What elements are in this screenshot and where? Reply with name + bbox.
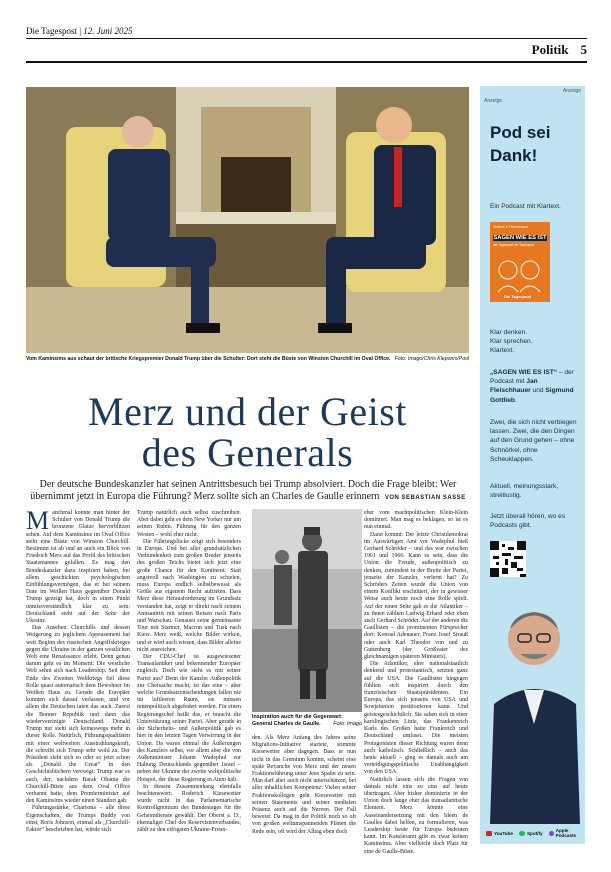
- apple-podcasts-icon: [549, 831, 554, 836]
- lead-photo: [26, 87, 469, 353]
- paper-name: Die Tagespost: [26, 26, 77, 36]
- section-rule: [26, 61, 587, 63]
- section-name: Politik: [531, 42, 569, 57]
- article-column-1: [26, 506, 130, 834]
- cover-title: SAGEN WIE ES IST: [493, 235, 547, 241]
- host-name: Jan Fleischhauer: [490, 378, 538, 395]
- teaser: [30, 479, 466, 504]
- ad-subtitle: Ein Podcast mit Klartext.: [490, 203, 561, 210]
- article-column-4: [364, 510, 468, 856]
- cover-desc: der Tagespost der Tagespost: [493, 243, 534, 247]
- youtube-icon: [486, 831, 492, 836]
- ad-title-line: Pod sei: [490, 123, 551, 142]
- desc-text: .: [514, 396, 517, 404]
- cover-footer: Die Tagespost: [504, 294, 532, 299]
- page-number: 5: [580, 42, 587, 57]
- spotify-logo[interactable]: [519, 831, 543, 836]
- de-gaulle-photo: [252, 509, 362, 712]
- apple-podcasts-logo[interactable]: [549, 828, 585, 838]
- teaser-text: Der deutsche Bundeskanzler hat seinen Antrittsbesuch bei Trump absolviert. Doch die Frage bleibt: Wer übernimmt jetzt in Europa die Führung? Merz sollte sich an Charles de Gaulle erinnern: [30, 479, 457, 502]
- paragraph: anchmal konnte man hinter der Schulter von Donald Trump die bronzene Glatze hervorblitzen sehen. Auf dem Kaminsims im Oval Office steht eine Büste von Winston Churchill. Bestimmt ist ab und an auch ein Blick von Friedrich Merz auf das Profil des britischen Staatsmannes gefallen. Es mag den Bundeskanzler dazu inspiriert haben, bei allem geschickten psychologischen Einfühlungsvermögen, das er bei seinem Date im Weißen Haus gegenüber Donald Trump gezeigt hat, doch in einen Punkt unmissverständlich klar zu sein: Deutschland steht auf der Seite der Ukraine.: [26, 510, 130, 625]
- paragraph: den. Als Merz Anfang des Jahres seine Migrations-Initiative startete, stimmte Kiesewetter aber dagegen. Dass er nun nicht in das Gremium kommt, scheint eine späte Revanche von Merz und der neuen Fraktionsführung unter Jens Spahn zu sein. Man darf aber auch nicht unterschätzen, bei aller inhaltlichen Kompetenz: Vielen seiner Fraktionskollegen geht Kiesewetter mit seinen Statements und seiner medialen Präsenz auch auf die Nerven. Der Fall beweist: Da mag in der Politik noch so oft von großen weltumspannenden Plänen die Rede sein, oft wird der Alltag eben doch: [252, 735, 356, 835]
- headline-line-2: des Generals: [141, 430, 354, 475]
- photo-credit: Foto: Imago/Chris Kleponis/Pool: [394, 356, 469, 362]
- host-portrait: [480, 594, 585, 824]
- headline-line-1: Merz und der Geist: [88, 389, 407, 434]
- photo-credit: Foto: Imago: [333, 721, 362, 727]
- cover-names: Gottlieb & Fleischhauer: [493, 225, 529, 229]
- section-header: [532, 42, 587, 58]
- logo-label: Spotify: [526, 830, 543, 836]
- paragraph: Das Ansehen Churchills und dessen Weigerung zu jeglichem Appeasement hat weit Beginn des russischen Angriffskrieges gegen die Ukraine in der ganzen westlichen Welt eine Renaissance erlebt. Denn genau darum geht es im Moment: Die westliche Welt sehnt sich nach Leadership. Seit dem Ende des Zweiten Weltkriegs fiel diese Rolle quasi automatisch dem Bewohner im Weißen Haus zu. Gerade die Europäer konnten sich darauf verlassen, und vor allem die Deutschen taten das auch. Zuerst die Bonner Republik und dann das wiedervereinigte Deutschland. Donald Trump nur sieht sich keineswegs mehr in dieser Rolle. Natürlich, Führungsqualitäten mit einer weltweiten Ausstrahlungskraft, die schreibt sich Trump sehr wohl zu. Der Präsident sieht sich so oder so jetzt schon als „Donald the Great“ in den Geschichtsbüchern verewigt. Trump war es auch, der, nachdem Barak Obama die Churchill-Büste aus dem Oval Office verbannt hatte, dem Premierminister auf den Kaminsims wieder einen Standort gab.: [26, 625, 130, 805]
- paragraph: Natürlich lassen sich die Fragen von damals nicht eins zu eins auf heute übertragen. Aber bisher dominierte in der Union doch lange eher das transatlantische Element. Merz könnte eine Auseinandersetzung mit den Ideen de Gaulles dabei helfen, zu formulieren, was Leadership heute für Europa bedeuten kann. Im Kanzleramt gibt es zwar keinen Kaminsims. Aber vielleicht doch Platz für eine de Gaulle-Büste.: [364, 776, 468, 855]
- paragraph: Trump natürlich auch selbst zuschreiben. Aber dabei geht es dem New Yorker nur um seinen Ruhm. Führung für den ganzen Westen – wohl eher nicht.: [137, 510, 241, 538]
- caption-text: Vom Kaminsims aus schaut der britische Kriegspremier Donald Trump über die Schulter: Dort steht die Büste von Winston Churchill im Oval Office.: [26, 356, 391, 362]
- paragraph: Dann kommt: Der letzte Christdemokrat im Auswärtigen Amt vor Wadephul hieß Gerhard Schröder – und das war zwischen 1961 und 1966. Kann es sein, dass die Union die Freude, außenpolitisch zu denken, zumindest in der Breite der Partei, jenseits der Kanzler, verlernt hat? Zu Schröders Zeiten wurde die Union von einem Konflikt erschüttert, der in gewisser Weise auch heute noch eine Rolle spielt. Auf der einen Seite gab es die Atlantiker – zu ihnen zählten Ludwig Erhard oder eben auch Gerhard Schröder. Auf der anderen die Gaullisten – die prominenten Fürsprecher dort: Konrad Adenauer, Franz Josef Strauß oder auch Karl Theodor von und zu Guttenberg (der Großvater des gleichnamigen späteren Ministers).: [364, 531, 468, 661]
- podcast-ad[interactable]: [480, 86, 585, 844]
- paragraph: Führungsstärke, Charisma – alle diese Eigenschaften, die Trumps Buddy von einst, Boris Johnson, einmal als „Churchill-Faktor“ beschrieben hat, würde sich: [26, 805, 130, 833]
- paragraph: In diesem Zusammenhang ebenfalls beachtenswert: Roderich Kiesewetter wurde nicht in das Parlamentarische Kontrollgremium des Bundestages für die Geheimdienste gewählt. Der Oberst a. D., ehemaliger Chef des Reservistenverbandes, zählt zu den eifrigsten Ukraine-Freun-: [137, 783, 241, 833]
- lead-photo-caption: [26, 356, 469, 363]
- paragraph: eher vom machtpolitischen Klein-Klein dominiert. Man mag es beklagen, so ist es nun einmal.: [364, 510, 468, 531]
- paragraph: Die Führungslücke zeigt sich besonders in Europa. Und bei aller grundsätzlichen Verbundenheit zum großen Bruder jenseits des großen Teichs bietet sich jetzt eine große Chance für den Kontinent. Statt angstvoll nach Washington zu schielen, muss Europa endlich selbstbewusst als Größe aus eigenem Recht auftreten. Dass Merz diese Herausforderung im Grundsatz verstanden hat, zeigt er direkt nach seinem Amtsantritt mit seinen Reisen nach Paris und Warschau. Genauso seine gemeinsame Tour mit Starmer, Macron und Tusk nach Kiew. Merz weiß, welche Bilder wirken, und er wird auch wissen, dass Bilder alleine nicht ausreichen.: [137, 538, 241, 653]
- caption-text: Inspiration auch für die Gegenwart: General Charles de Gaulle.: [252, 714, 343, 727]
- article-column-3: [252, 735, 356, 836]
- ad-description: [490, 368, 580, 405]
- ad-label: Anzeige: [484, 98, 503, 104]
- platform-logos[interactable]: [486, 828, 585, 838]
- youtube-logo[interactable]: [486, 831, 513, 836]
- spotify-icon: [519, 831, 525, 836]
- article-column-2: [137, 510, 241, 834]
- host-name: Sigmund Gottlieb: [490, 387, 574, 404]
- logo-label: Apple Podcasts: [555, 828, 577, 838]
- slogan-line: Klar denken.: [490, 329, 528, 336]
- drop-cap: M: [26, 506, 50, 535]
- ad-paragraph: Zwei, die sich nicht verbiegen lassen. Zwei, die den Dingen auf den Grund gehen – ohne Schnörkel, ohne Scheuklappen.: [490, 419, 577, 463]
- ad-paragraph: Jetzt überall hören, wo es Podcasts gibt.: [490, 513, 566, 530]
- slogan-line: Klar sprechen.: [490, 338, 533, 346]
- ad-title-line: Dank!: [490, 146, 538, 165]
- qr-code[interactable]: [490, 541, 526, 577]
- de-gaulle-caption: [252, 714, 362, 728]
- ad-slogan: [490, 328, 580, 356]
- ad-label: Anzeige: [562, 88, 581, 94]
- ad-title: [490, 121, 580, 167]
- issue-date: 12. Juni 2025: [83, 26, 133, 36]
- paragraph: Der CDU-Chef ist ausgewiesener Transatlantiker und bekennender Europäer zugleich. Doch wie sieht es mit seiner Partei aus? Denn der Kanzler Außenpolitik zur Chefsache macht, ist das eine – aber welche Grundsatzentscheidungen fallen nie im luftleeren Raum, sie müssen innenpolitisch abgefedert werden. Für einen Regierungschef heißt das, er braucht die Unterstützung seiner Partei. Aber gerade in der Sicherheits- und Außenpolitik gab es hier in den letzten Tagen Verwirrung in der Union. Da waren einmal die Äußerungen des Kanzlers selbst, vor allem aber die von Außenminister Johann Wadephul zur Haltung Deutschlands gegenüber Israel – neben der Ukraine der zweite weltpolitische Hotspot, der diese Regierung in Atem hält.: [137, 654, 241, 783]
- logo-label: YouTube: [494, 830, 513, 836]
- byline: VON SEBASTIAN SASSE: [384, 495, 466, 501]
- running-header: [26, 26, 133, 36]
- paragraph: Die Atlantiker, eher nationalstaatlich denkend und protestantisch, setzten ganz auf die USA. Die Gaullisten hingegen fühlten sich inspiriert durch den französischen Staatspräsidenten. Ein Europa, das sich jenseits von USA und Sowjetunion positionieren kann. Und geistesgeschichtlich: Sie sahen sich in einer karolingischen Linie, das Frankenreich Karls des Großen hatte Frankreich und Deutschland umfasst. Die meisten Protagonisten dieser Richtung waren denn auch katholisch. Schließlich – auch das heute aktuell – ging es damals auch um verteidigungspolitische Unabhängigkeit von den USA.: [364, 661, 468, 776]
- ad-paragraph: Aktuell, meinungsstark, streitlustig.: [490, 483, 559, 500]
- desc-text: und: [532, 387, 544, 395]
- slogan-line: Klartext.: [490, 347, 515, 355]
- header-rule: [26, 38, 587, 39]
- header-separator: |: [79, 26, 82, 36]
- podcast-name: „SAGEN WIE ES IST“: [490, 369, 558, 376]
- podcast-cover[interactable]: [490, 222, 550, 302]
- desc-text: – der Podcast mit: [490, 369, 574, 386]
